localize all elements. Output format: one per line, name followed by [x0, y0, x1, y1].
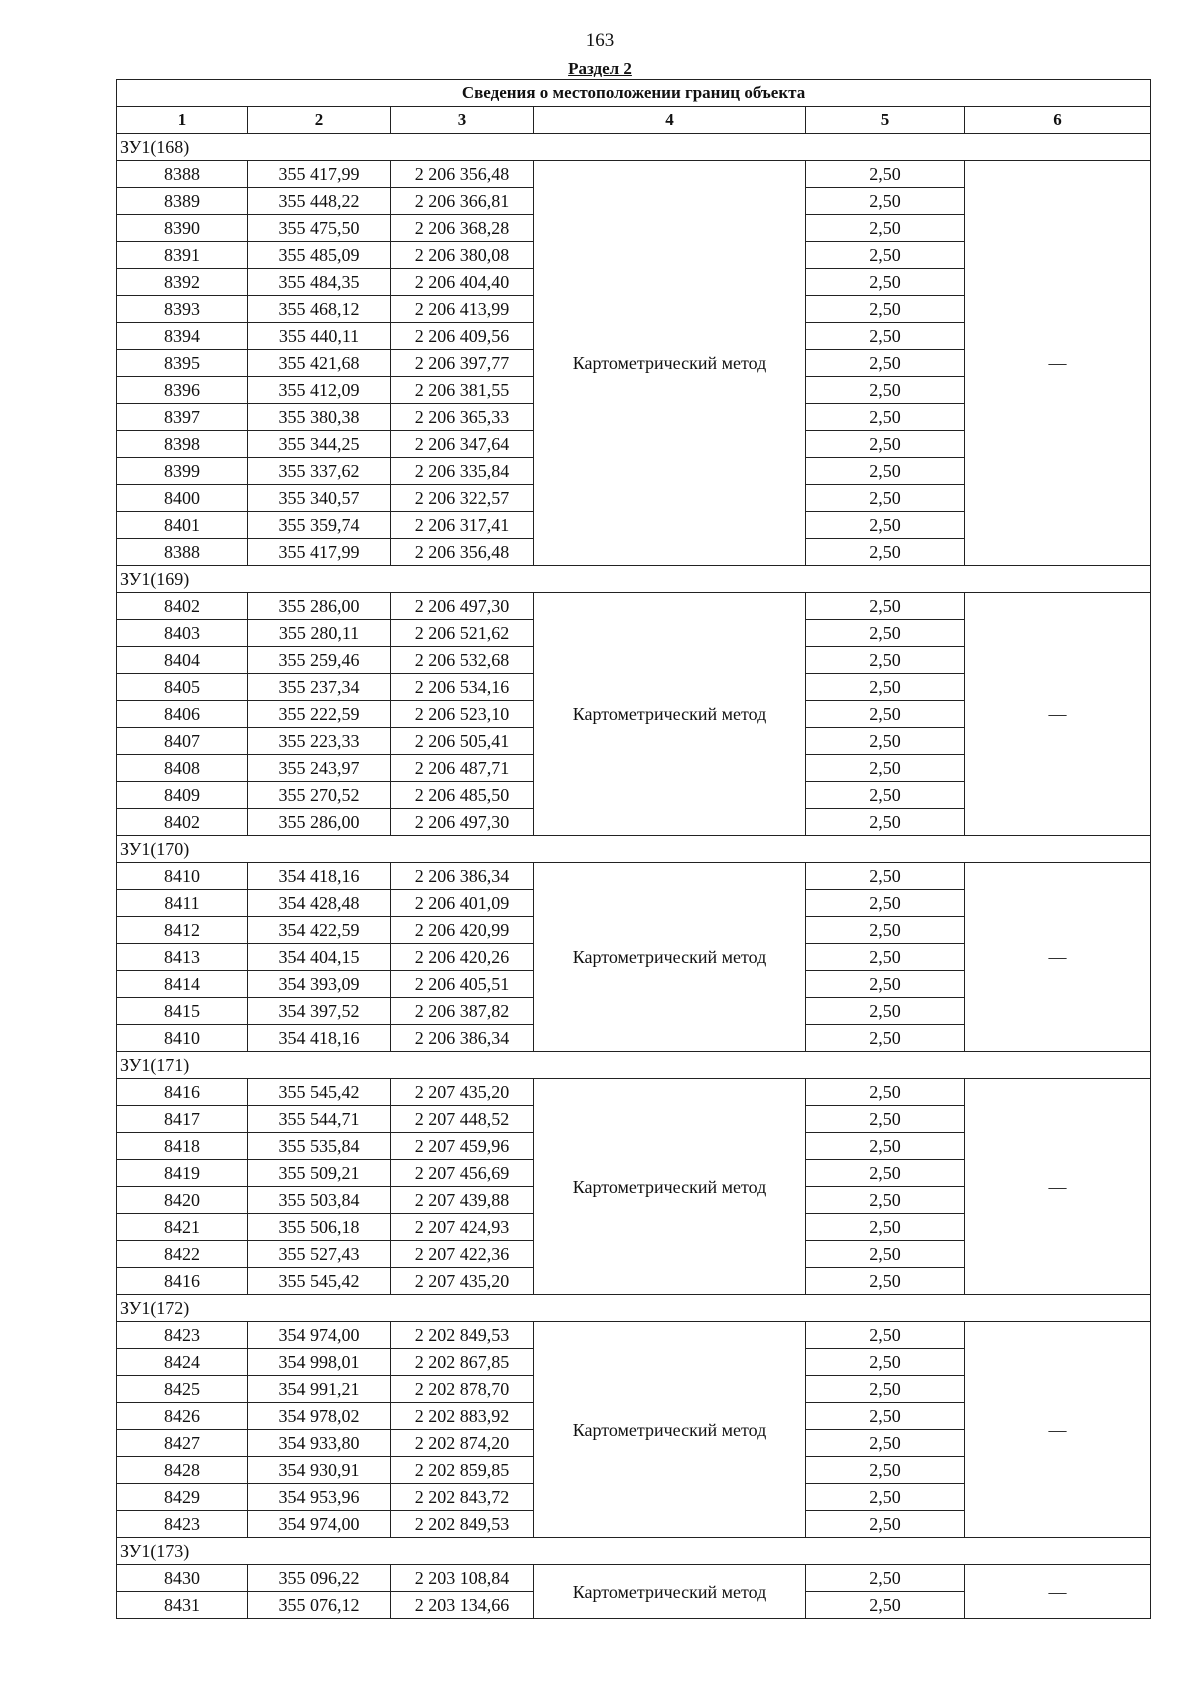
point-number-cell: 8428: [117, 1457, 248, 1484]
accuracy-cell: 2,50: [806, 863, 965, 890]
note-cell: —: [965, 593, 1151, 836]
point-number-cell: 8396: [117, 377, 248, 404]
point-number-cell: 8415: [117, 998, 248, 1025]
y-coordinate-cell: 2 206 397,77: [391, 350, 534, 377]
table-row: [117, 1079, 1151, 1106]
method-cell: Картометрический метод: [534, 1565, 806, 1619]
x-coordinate-cell: 355 223,33: [248, 728, 391, 755]
accuracy-cell: 2,50: [806, 1376, 965, 1403]
y-coordinate-cell: 2 206 380,08: [391, 242, 534, 269]
point-number-cell: 8392: [117, 269, 248, 296]
x-coordinate-cell: 355 468,12: [248, 296, 391, 323]
accuracy-cell: 2,50: [806, 1349, 965, 1376]
point-number-cell: 8408: [117, 755, 248, 782]
point-number-cell: 8395: [117, 350, 248, 377]
group-header-row: [117, 566, 1151, 593]
column-header: 3: [391, 107, 534, 134]
point-number-cell: 8412: [117, 917, 248, 944]
y-coordinate-cell: 2 206 487,71: [391, 755, 534, 782]
accuracy-cell: 2,50: [806, 1565, 965, 1592]
x-coordinate-cell: 354 998,01: [248, 1349, 391, 1376]
x-coordinate-cell: 355 506,18: [248, 1214, 391, 1241]
group-header-row: [117, 1538, 1151, 1565]
accuracy-cell: 2,50: [806, 188, 965, 215]
x-coordinate-cell: 355 270,52: [248, 782, 391, 809]
column-header: 1: [117, 107, 248, 134]
y-coordinate-cell: 2 206 532,68: [391, 647, 534, 674]
column-header: 6: [965, 107, 1151, 134]
y-coordinate-cell: 2 202 883,92: [391, 1403, 534, 1430]
x-coordinate-cell: 355 545,42: [248, 1268, 391, 1295]
y-coordinate-cell: 2 202 874,20: [391, 1430, 534, 1457]
point-number-cell: 8402: [117, 593, 248, 620]
x-coordinate-cell: 354 978,02: [248, 1403, 391, 1430]
accuracy-cell: 2,50: [806, 620, 965, 647]
point-number-cell: 8420: [117, 1187, 248, 1214]
note-cell: —: [965, 863, 1151, 1052]
point-number-cell: 8406: [117, 701, 248, 728]
point-number-cell: 8400: [117, 485, 248, 512]
y-coordinate-cell: 2 202 849,53: [391, 1322, 534, 1349]
method-cell: Картометрический метод: [534, 161, 806, 566]
x-coordinate-cell: 355 484,35: [248, 269, 391, 296]
x-coordinate-cell: 355 243,97: [248, 755, 391, 782]
x-coordinate-cell: 355 286,00: [248, 593, 391, 620]
x-coordinate-cell: 355 076,12: [248, 1592, 391, 1619]
x-coordinate-cell: 355 412,09: [248, 377, 391, 404]
point-number-cell: 8425: [117, 1376, 248, 1403]
point-number-cell: 8427: [117, 1430, 248, 1457]
y-coordinate-cell: 2 206 335,84: [391, 458, 534, 485]
accuracy-cell: 2,50: [806, 998, 965, 1025]
table-row: [117, 1565, 1151, 1592]
table-row: [117, 161, 1151, 188]
x-coordinate-cell: 355 448,22: [248, 188, 391, 215]
y-coordinate-cell: 2 206 347,64: [391, 431, 534, 458]
method-cell: Картометрический метод: [534, 863, 806, 1052]
x-coordinate-cell: 354 974,00: [248, 1322, 391, 1349]
method-cell: Картометрический метод: [534, 1079, 806, 1295]
x-coordinate-cell: 355 286,00: [248, 809, 391, 836]
y-coordinate-cell: 2 207 424,93: [391, 1214, 534, 1241]
x-coordinate-cell: 355 380,38: [248, 404, 391, 431]
x-coordinate-cell: 354 930,91: [248, 1457, 391, 1484]
point-number-cell: 8397: [117, 404, 248, 431]
point-number-cell: 8423: [117, 1511, 248, 1538]
point-number-cell: 8422: [117, 1241, 248, 1268]
point-number-cell: 8409: [117, 782, 248, 809]
section-title: Раздел 2: [568, 59, 632, 78]
accuracy-cell: 2,50: [806, 1106, 965, 1133]
point-number-cell: 8419: [117, 1160, 248, 1187]
note-cell: —: [965, 1322, 1151, 1538]
y-coordinate-cell: 2 207 435,20: [391, 1268, 534, 1295]
point-number-cell: 8421: [117, 1214, 248, 1241]
point-number-cell: 8404: [117, 647, 248, 674]
point-number-cell: 8413: [117, 944, 248, 971]
accuracy-cell: 2,50: [806, 1160, 965, 1187]
y-coordinate-cell: 2 202 859,85: [391, 1457, 534, 1484]
x-coordinate-cell: 354 418,16: [248, 863, 391, 890]
accuracy-cell: 2,50: [806, 1187, 965, 1214]
accuracy-cell: 2,50: [806, 1457, 965, 1484]
y-coordinate-cell: 2 206 521,62: [391, 620, 534, 647]
point-number-cell: 8414: [117, 971, 248, 998]
table-row: [117, 593, 1151, 620]
x-coordinate-cell: 355 535,84: [248, 1133, 391, 1160]
y-coordinate-cell: 2 206 386,34: [391, 863, 534, 890]
x-coordinate-cell: 355 222,59: [248, 701, 391, 728]
group-label: ЗУ1(173): [117, 1538, 1151, 1565]
x-coordinate-cell: 355 344,25: [248, 431, 391, 458]
x-coordinate-cell: 355 509,21: [248, 1160, 391, 1187]
x-coordinate-cell: 355 545,42: [248, 1079, 391, 1106]
accuracy-cell: 2,50: [806, 458, 965, 485]
y-coordinate-cell: 2 206 365,33: [391, 404, 534, 431]
column-header: 5: [806, 107, 965, 134]
x-coordinate-cell: 354 428,48: [248, 890, 391, 917]
point-number-cell: 8391: [117, 242, 248, 269]
point-number-cell: 8416: [117, 1268, 248, 1295]
accuracy-cell: 2,50: [806, 944, 965, 971]
y-coordinate-cell: 2 206 404,40: [391, 269, 534, 296]
x-coordinate-cell: 354 422,59: [248, 917, 391, 944]
accuracy-cell: 2,50: [806, 1241, 965, 1268]
accuracy-cell: 2,50: [806, 593, 965, 620]
table-caption-row: [117, 80, 1151, 107]
point-number-cell: 8407: [117, 728, 248, 755]
column-header: 2: [248, 107, 391, 134]
point-number-cell: 8423: [117, 1322, 248, 1349]
accuracy-cell: 2,50: [806, 674, 965, 701]
accuracy-cell: 2,50: [806, 1322, 965, 1349]
point-number-cell: 8394: [117, 323, 248, 350]
point-number-cell: 8430: [117, 1565, 248, 1592]
x-coordinate-cell: 355 237,34: [248, 674, 391, 701]
table-body: [117, 134, 1151, 1619]
point-number-cell: 8388: [117, 161, 248, 188]
x-coordinate-cell: 355 417,99: [248, 539, 391, 566]
accuracy-cell: 2,50: [806, 323, 965, 350]
x-coordinate-cell: 355 475,50: [248, 215, 391, 242]
point-number-cell: 8426: [117, 1403, 248, 1430]
accuracy-cell: 2,50: [806, 1025, 965, 1052]
x-coordinate-cell: 355 337,62: [248, 458, 391, 485]
accuracy-cell: 2,50: [806, 161, 965, 188]
y-coordinate-cell: 2 203 134,66: [391, 1592, 534, 1619]
accuracy-cell: 2,50: [806, 512, 965, 539]
point-number-cell: 8388: [117, 539, 248, 566]
y-coordinate-cell: 2 206 368,28: [391, 215, 534, 242]
y-coordinate-cell: 2 202 867,85: [391, 1349, 534, 1376]
y-coordinate-cell: 2 203 108,84: [391, 1565, 534, 1592]
point-number-cell: 8399: [117, 458, 248, 485]
accuracy-cell: 2,50: [806, 782, 965, 809]
note-cell: —: [965, 161, 1151, 566]
x-coordinate-cell: 355 485,09: [248, 242, 391, 269]
accuracy-cell: 2,50: [806, 1430, 965, 1457]
accuracy-cell: 2,50: [806, 296, 965, 323]
y-coordinate-cell: 2 206 534,16: [391, 674, 534, 701]
boundary-table: [116, 79, 1151, 1619]
x-coordinate-cell: 355 259,46: [248, 647, 391, 674]
x-coordinate-cell: 355 280,11: [248, 620, 391, 647]
point-number-cell: 8411: [117, 890, 248, 917]
group-label: ЗУ1(168): [117, 134, 1151, 161]
y-coordinate-cell: 2 206 485,50: [391, 782, 534, 809]
y-coordinate-cell: 2 206 322,57: [391, 485, 534, 512]
y-coordinate-cell: 2 206 523,10: [391, 701, 534, 728]
accuracy-cell: 2,50: [806, 1403, 965, 1430]
y-coordinate-cell: 2 206 405,51: [391, 971, 534, 998]
x-coordinate-cell: 355 527,43: [248, 1241, 391, 1268]
point-number-cell: 8410: [117, 1025, 248, 1052]
x-coordinate-cell: 355 440,11: [248, 323, 391, 350]
x-coordinate-cell: 355 544,71: [248, 1106, 391, 1133]
y-coordinate-cell: 2 206 387,82: [391, 998, 534, 1025]
accuracy-cell: 2,50: [806, 755, 965, 782]
accuracy-cell: 2,50: [806, 539, 965, 566]
y-coordinate-cell: 2 206 381,55: [391, 377, 534, 404]
column-header-row: [117, 107, 1151, 134]
point-number-cell: 8429: [117, 1484, 248, 1511]
method-cell: Картометрический метод: [534, 1322, 806, 1538]
point-number-cell: 8390: [117, 215, 248, 242]
y-coordinate-cell: 2 202 849,53: [391, 1511, 534, 1538]
group-label: ЗУ1(169): [117, 566, 1151, 593]
accuracy-cell: 2,50: [806, 215, 965, 242]
y-coordinate-cell: 2 206 497,30: [391, 809, 534, 836]
accuracy-cell: 2,50: [806, 890, 965, 917]
y-coordinate-cell: 2 202 843,72: [391, 1484, 534, 1511]
x-coordinate-cell: 354 418,16: [248, 1025, 391, 1052]
y-coordinate-cell: 2 207 456,69: [391, 1160, 534, 1187]
y-coordinate-cell: 2 206 401,09: [391, 890, 534, 917]
y-coordinate-cell: 2 206 420,26: [391, 944, 534, 971]
accuracy-cell: 2,50: [806, 269, 965, 296]
group-header-row: [117, 836, 1151, 863]
point-number-cell: 8402: [117, 809, 248, 836]
accuracy-cell: 2,50: [806, 809, 965, 836]
accuracy-cell: 2,50: [806, 728, 965, 755]
x-coordinate-cell: 354 974,00: [248, 1511, 391, 1538]
y-coordinate-cell: 2 206 356,48: [391, 161, 534, 188]
table-caption: Сведения о местоположении границ объекта: [117, 80, 1151, 107]
accuracy-cell: 2,50: [806, 917, 965, 944]
point-number-cell: 8424: [117, 1349, 248, 1376]
y-coordinate-cell: 2 206 317,41: [391, 512, 534, 539]
note-cell: —: [965, 1565, 1151, 1619]
accuracy-cell: 2,50: [806, 377, 965, 404]
point-number-cell: 8393: [117, 296, 248, 323]
point-number-cell: 8417: [117, 1106, 248, 1133]
x-coordinate-cell: 354 404,15: [248, 944, 391, 971]
accuracy-cell: 2,50: [806, 1511, 965, 1538]
point-number-cell: 8405: [117, 674, 248, 701]
accuracy-cell: 2,50: [806, 350, 965, 377]
accuracy-cell: 2,50: [806, 1484, 965, 1511]
y-coordinate-cell: 2 207 459,96: [391, 1133, 534, 1160]
accuracy-cell: 2,50: [806, 1079, 965, 1106]
x-coordinate-cell: 355 359,74: [248, 512, 391, 539]
accuracy-cell: 2,50: [806, 1268, 965, 1295]
point-number-cell: 8403: [117, 620, 248, 647]
x-coordinate-cell: 354 933,80: [248, 1430, 391, 1457]
accuracy-cell: 2,50: [806, 1214, 965, 1241]
group-label: ЗУ1(170): [117, 836, 1151, 863]
x-coordinate-cell: 354 991,21: [248, 1376, 391, 1403]
point-number-cell: 8401: [117, 512, 248, 539]
point-number-cell: 8410: [117, 863, 248, 890]
y-coordinate-cell: 2 206 413,99: [391, 296, 534, 323]
note-cell: —: [965, 1079, 1151, 1295]
y-coordinate-cell: 2 206 505,41: [391, 728, 534, 755]
accuracy-cell: 2,50: [806, 971, 965, 998]
y-coordinate-cell: 2 207 448,52: [391, 1106, 534, 1133]
accuracy-cell: 2,50: [806, 485, 965, 512]
accuracy-cell: 2,50: [806, 647, 965, 674]
y-coordinate-cell: 2 207 439,88: [391, 1187, 534, 1214]
x-coordinate-cell: 354 397,52: [248, 998, 391, 1025]
y-coordinate-cell: 2 206 409,56: [391, 323, 534, 350]
accuracy-cell: 2,50: [806, 431, 965, 458]
group-header-row: [117, 1295, 1151, 1322]
group-header-row: [117, 1052, 1151, 1079]
point-number-cell: 8418: [117, 1133, 248, 1160]
accuracy-cell: 2,50: [806, 404, 965, 431]
accuracy-cell: 2,50: [806, 1592, 965, 1619]
point-number-cell: 8416: [117, 1079, 248, 1106]
table-row: [117, 863, 1151, 890]
point-number-cell: 8431: [117, 1592, 248, 1619]
accuracy-cell: 2,50: [806, 1133, 965, 1160]
x-coordinate-cell: 355 421,68: [248, 350, 391, 377]
x-coordinate-cell: 355 096,22: [248, 1565, 391, 1592]
y-coordinate-cell: 2 206 356,48: [391, 539, 534, 566]
x-coordinate-cell: 355 503,84: [248, 1187, 391, 1214]
x-coordinate-cell: 355 417,99: [248, 161, 391, 188]
x-coordinate-cell: 354 393,09: [248, 971, 391, 998]
y-coordinate-cell: 2 202 878,70: [391, 1376, 534, 1403]
accuracy-cell: 2,50: [806, 242, 965, 269]
group-label: ЗУ1(171): [117, 1052, 1151, 1079]
accuracy-cell: 2,50: [806, 701, 965, 728]
point-number-cell: 8398: [117, 431, 248, 458]
y-coordinate-cell: 2 207 435,20: [391, 1079, 534, 1106]
y-coordinate-cell: 2 207 422,36: [391, 1241, 534, 1268]
page-number: 163: [585, 30, 615, 51]
x-coordinate-cell: 354 953,96: [248, 1484, 391, 1511]
group-header-row: [117, 134, 1151, 161]
y-coordinate-cell: 2 206 386,34: [391, 1025, 534, 1052]
table-row: [117, 1322, 1151, 1349]
point-number-cell: 8389: [117, 188, 248, 215]
x-coordinate-cell: 355 340,57: [248, 485, 391, 512]
method-cell: Картометрический метод: [534, 593, 806, 836]
y-coordinate-cell: 2 206 497,30: [391, 593, 534, 620]
column-header: 4: [534, 107, 806, 134]
group-label: ЗУ1(172): [117, 1295, 1151, 1322]
y-coordinate-cell: 2 206 420,99: [391, 917, 534, 944]
y-coordinate-cell: 2 206 366,81: [391, 188, 534, 215]
